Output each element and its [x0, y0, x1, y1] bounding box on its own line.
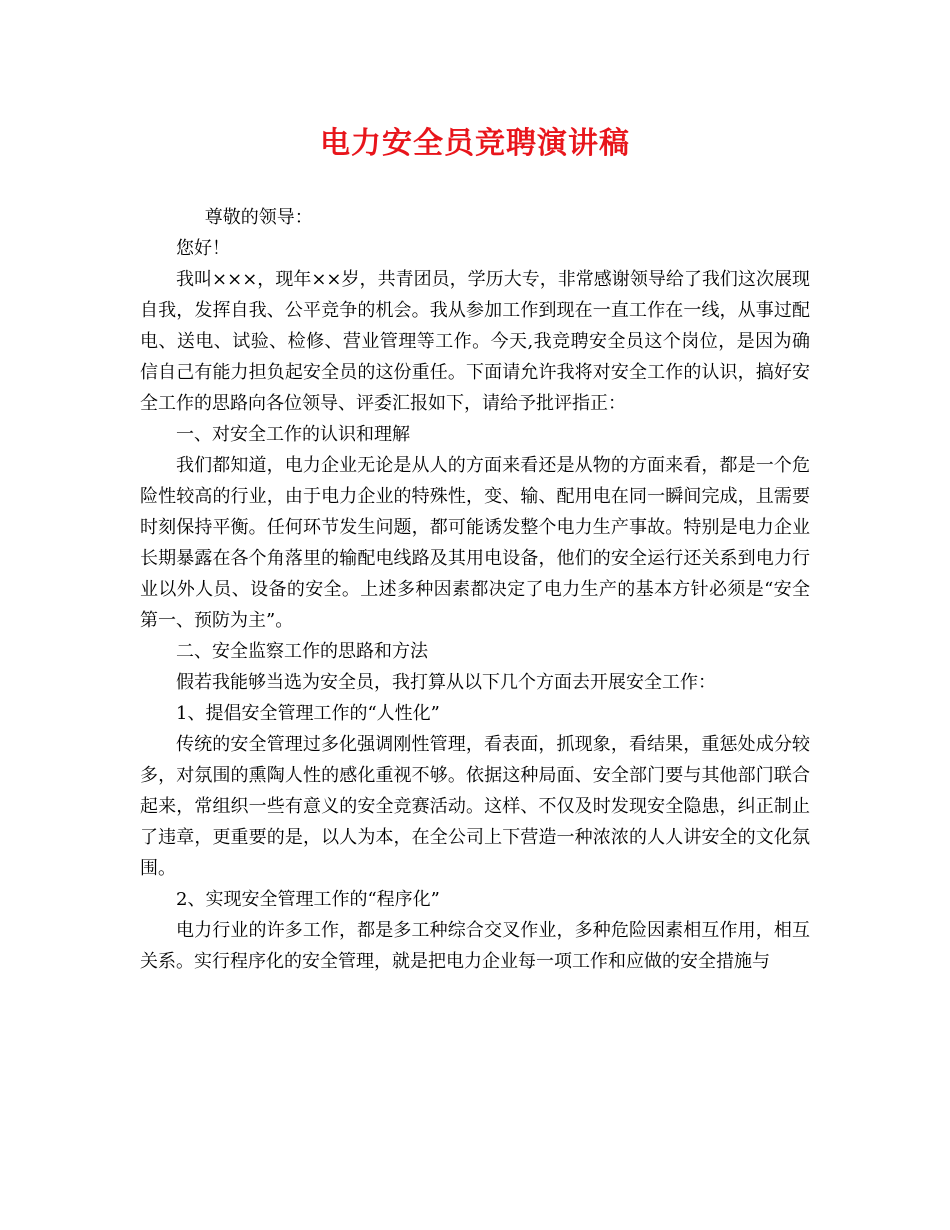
greeting: 您好！ [176, 238, 230, 259]
body-paragraph: 我们都知道，电力企业无论是从人的方面来看还是从物的方面来看，都是一个危险性较高的行业，由于电力企业的特殊性，变、输、配用电在同一瞬间完成，且需要时刻保持平衡。任何环节发生问题，都可能诱发整个电力生产事故。特别是电力企业长期暴露在各个角落里的输配电线路及其用电设备，他们的安全运行还关系到电力行业以外人员、设备的安全。上述多种因素都决定了电力生产的基本方针必须是“安全第一、预防为主”。 [140, 455, 810, 631]
subsection-heading-1: 1、提倡安全管理工作的“人性化” [176, 703, 440, 724]
subsection-heading-2: 2、实现安全管理工作的“程序化” [176, 889, 440, 910]
body-paragraph: 传统的安全管理过多化强调刚性管理，看表面，抓现象，看结果，重惩处成分较多，对氛围的熏陶人性的感化重视不够。依据这种局面、安全部门要与其他部门联合起来，常组织一些有意义的安全竞赛活动。这样、不仅及时发现安全隐患，纠正制止了违章，更重要的是，以人为本，在全公司上下营造一种浓浓的人人讲安全的文化氛围。 [140, 734, 810, 879]
body-paragraph: 电力行业的许多工作，都是多工种综合交叉作业，多种危险因素相互作用，相互关系。实行程序化的安全管理，就是把电力企业每一项工作和应做的安全措施与 [140, 920, 810, 972]
section-heading-1: 一、对安全工作的认识和理解 [176, 424, 410, 445]
section-heading-2: 二、安全监察工作的思路和方法 [176, 641, 428, 662]
salutation: 尊敬的领导： [204, 207, 313, 228]
document-title: 电力安全员竞聘演讲稿 [320, 126, 630, 161]
body-paragraph: 假若我能够当选为安全员，我打算从以下几个方面去开展安全工作： [176, 672, 716, 693]
intro-paragraph: 我叫×××，现年××岁，共青团员，学历大专，非常感谢领导给了我们这次展现自我，发挥自我、公平竞争的机会。我从参加工作到现在一直工作在一线，从事过配电、送电、试验、检修、营业管理等工作。今天,我竞聘安全员这个岗位，是因为确信自己有能力担负起安全员的这份重任。下面请允许我将对安全工作的认识，搞好安全工作的思路向各位领导、评委汇报如下，请给予批评指正： [140, 269, 810, 414]
